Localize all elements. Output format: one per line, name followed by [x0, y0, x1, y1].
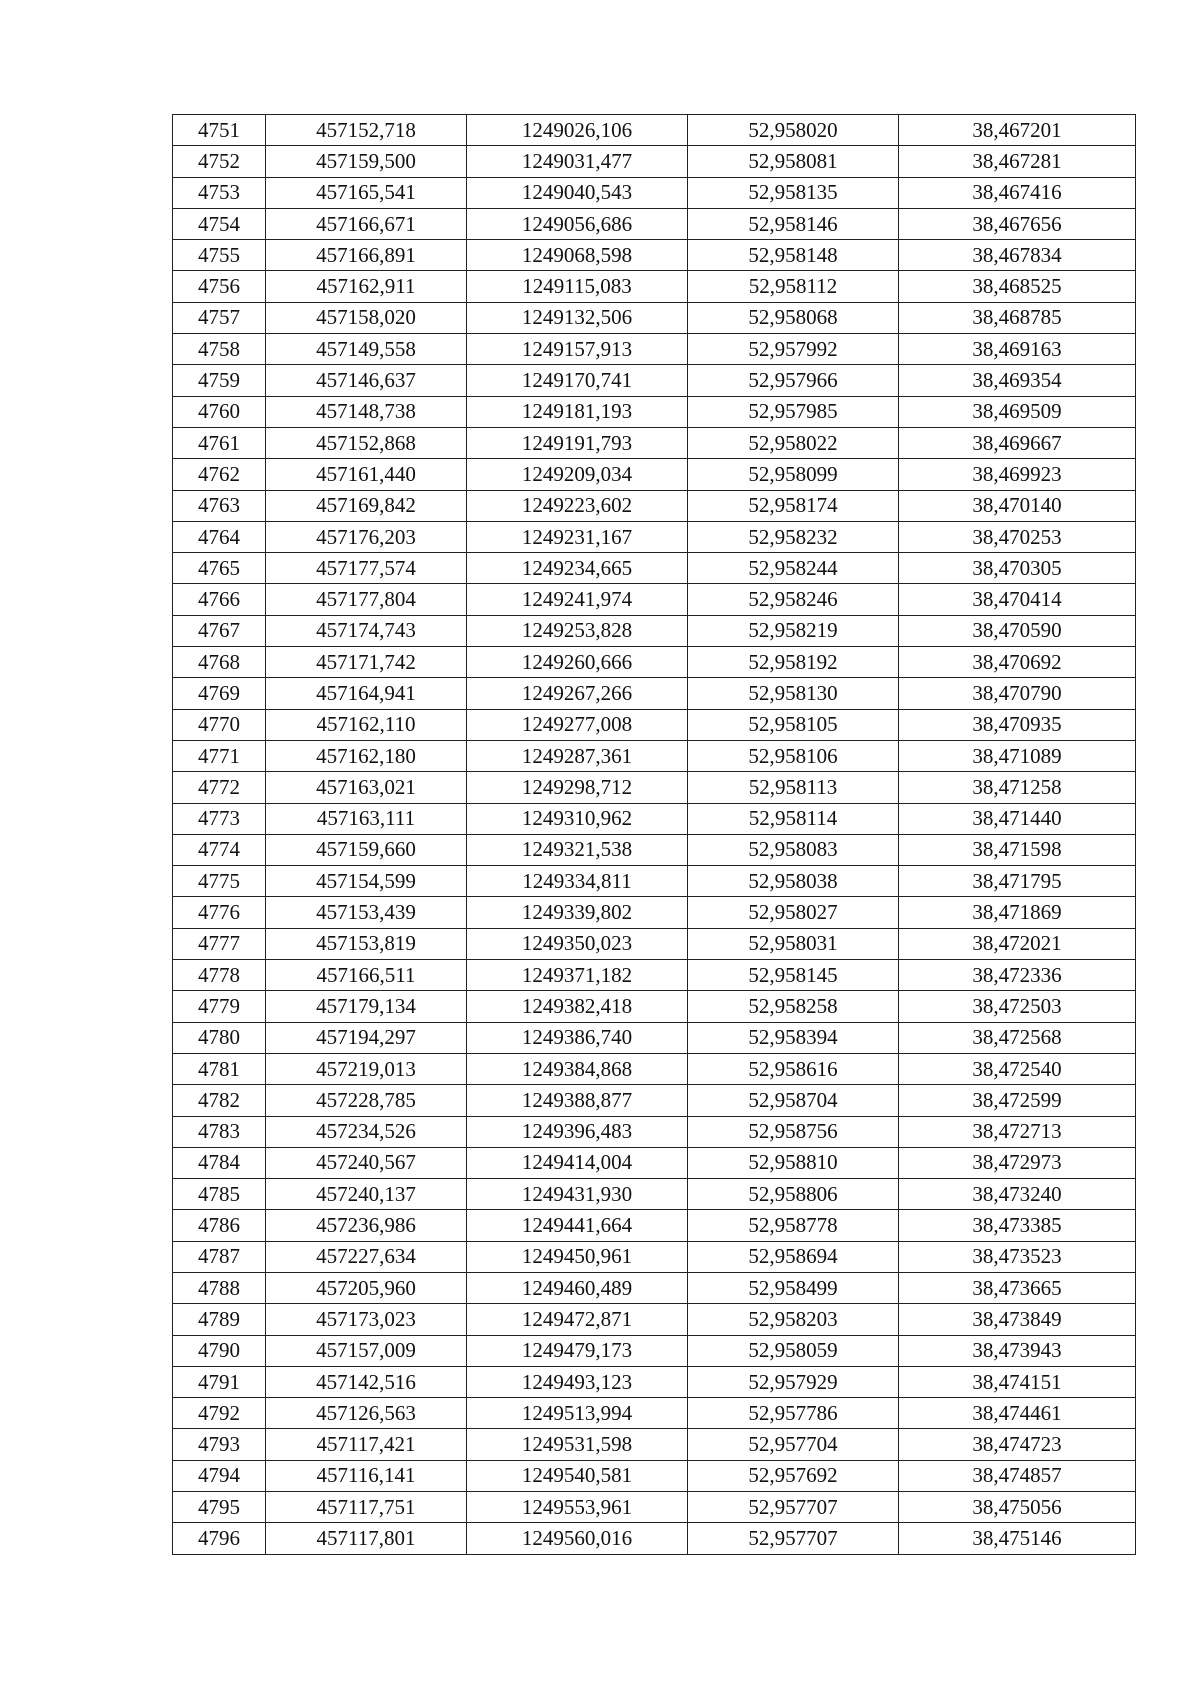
latitude-cell: 52,958112: [688, 271, 899, 302]
x-coordinate-cell: 457228,785: [266, 1085, 467, 1116]
point-number-cell: 4754: [173, 208, 266, 239]
longitude-cell: 38,473523: [899, 1241, 1136, 1272]
x-coordinate-cell: 457234,526: [266, 1116, 467, 1147]
table-row: [173, 772, 1136, 803]
table-row: [173, 396, 1136, 427]
table-row: [173, 490, 1136, 521]
latitude-cell: 52,958232: [688, 521, 899, 552]
latitude-cell: 52,958258: [688, 991, 899, 1022]
longitude-cell: 38,475146: [899, 1523, 1136, 1554]
y-coordinate-cell: 1249181,193: [467, 396, 688, 427]
point-number-cell: 4781: [173, 1053, 266, 1084]
y-coordinate-cell: 1249450,961: [467, 1241, 688, 1272]
y-coordinate-cell: 1249531,598: [467, 1429, 688, 1460]
latitude-cell: 52,957707: [688, 1523, 899, 1554]
point-number-cell: 4765: [173, 553, 266, 584]
latitude-cell: 52,958146: [688, 208, 899, 239]
point-number-cell: 4787: [173, 1241, 266, 1272]
y-coordinate-cell: 1249441,664: [467, 1210, 688, 1241]
point-number-cell: 4771: [173, 740, 266, 771]
table-row: [173, 459, 1136, 490]
longitude-cell: 38,469509: [899, 396, 1136, 427]
x-coordinate-cell: 457163,111: [266, 803, 467, 834]
y-coordinate-cell: 1249396,483: [467, 1116, 688, 1147]
latitude-cell: 52,958810: [688, 1147, 899, 1178]
longitude-cell: 38,470140: [899, 490, 1136, 521]
point-number-cell: 4767: [173, 615, 266, 646]
point-number-cell: 4770: [173, 709, 266, 740]
point-number-cell: 4795: [173, 1492, 266, 1523]
longitude-cell: 38,471440: [899, 803, 1136, 834]
longitude-cell: 38,474461: [899, 1398, 1136, 1429]
x-coordinate-cell: 457173,023: [266, 1304, 467, 1335]
y-coordinate-cell: 1249209,034: [467, 459, 688, 490]
table-row: [173, 553, 1136, 584]
longitude-cell: 38,472568: [899, 1022, 1136, 1053]
longitude-cell: 38,473849: [899, 1304, 1136, 1335]
x-coordinate-cell: 457158,020: [266, 302, 467, 333]
latitude-cell: 52,958114: [688, 803, 899, 834]
x-coordinate-cell: 457236,986: [266, 1210, 467, 1241]
table-row: [173, 615, 1136, 646]
point-number-cell: 4758: [173, 334, 266, 365]
table-row: [173, 1241, 1136, 1272]
latitude-cell: 52,958806: [688, 1179, 899, 1210]
y-coordinate-cell: 1249382,418: [467, 991, 688, 1022]
longitude-cell: 38,467834: [899, 240, 1136, 271]
point-number-cell: 4772: [173, 772, 266, 803]
table-row: [173, 521, 1136, 552]
y-coordinate-cell: 1249388,877: [467, 1085, 688, 1116]
point-number-cell: 4761: [173, 427, 266, 458]
y-coordinate-cell: 1249386,740: [467, 1022, 688, 1053]
latitude-cell: 52,957786: [688, 1398, 899, 1429]
latitude-cell: 52,958174: [688, 490, 899, 521]
point-number-cell: 4788: [173, 1272, 266, 1303]
point-number-cell: 4777: [173, 928, 266, 959]
x-coordinate-cell: 457159,500: [266, 146, 467, 177]
longitude-cell: 38,467281: [899, 146, 1136, 177]
y-coordinate-cell: 1249479,173: [467, 1335, 688, 1366]
longitude-cell: 38,469667: [899, 427, 1136, 458]
x-coordinate-cell: 457116,141: [266, 1460, 467, 1491]
longitude-cell: 38,471258: [899, 772, 1136, 803]
longitude-cell: 38,470935: [899, 709, 1136, 740]
y-coordinate-cell: 1249431,930: [467, 1179, 688, 1210]
table-row: [173, 1366, 1136, 1397]
y-coordinate-cell: 1249026,106: [467, 115, 688, 146]
x-coordinate-cell: 457153,439: [266, 897, 467, 928]
y-coordinate-cell: 1249191,793: [467, 427, 688, 458]
table-row: [173, 1147, 1136, 1178]
longitude-cell: 38,470590: [899, 615, 1136, 646]
y-coordinate-cell: 1249553,961: [467, 1492, 688, 1523]
x-coordinate-cell: 457149,558: [266, 334, 467, 365]
latitude-cell: 52,958694: [688, 1241, 899, 1272]
table-row: [173, 960, 1136, 991]
y-coordinate-cell: 1249157,913: [467, 334, 688, 365]
latitude-cell: 52,958106: [688, 740, 899, 771]
y-coordinate-cell: 1249460,489: [467, 1272, 688, 1303]
table-row: [173, 271, 1136, 302]
latitude-cell: 52,958099: [688, 459, 899, 490]
latitude-cell: 52,958704: [688, 1085, 899, 1116]
table-row: [173, 365, 1136, 396]
y-coordinate-cell: 1249115,083: [467, 271, 688, 302]
latitude-cell: 52,957992: [688, 334, 899, 365]
latitude-cell: 52,957692: [688, 1460, 899, 1491]
point-number-cell: 4774: [173, 834, 266, 865]
table-row: [173, 866, 1136, 897]
point-number-cell: 4751: [173, 115, 266, 146]
point-number-cell: 4793: [173, 1429, 266, 1460]
table-row: [173, 1022, 1136, 1053]
y-coordinate-cell: 1249513,994: [467, 1398, 688, 1429]
y-coordinate-cell: 1249040,543: [467, 177, 688, 208]
table-row: [173, 834, 1136, 865]
table-row: [173, 584, 1136, 615]
x-coordinate-cell: 457117,751: [266, 1492, 467, 1523]
x-coordinate-cell: 457152,718: [266, 115, 467, 146]
y-coordinate-cell: 1249321,538: [467, 834, 688, 865]
y-coordinate-cell: 1249334,811: [467, 866, 688, 897]
point-number-cell: 4778: [173, 960, 266, 991]
x-coordinate-cell: 457219,013: [266, 1053, 467, 1084]
latitude-cell: 52,958031: [688, 928, 899, 959]
x-coordinate-cell: 457176,203: [266, 521, 467, 552]
x-coordinate-cell: 457162,110: [266, 709, 467, 740]
table-row: [173, 1492, 1136, 1523]
y-coordinate-cell: 1249241,974: [467, 584, 688, 615]
point-number-cell: 4776: [173, 897, 266, 928]
longitude-cell: 38,472503: [899, 991, 1136, 1022]
latitude-cell: 52,958616: [688, 1053, 899, 1084]
y-coordinate-cell: 1249170,741: [467, 365, 688, 396]
longitude-cell: 38,474857: [899, 1460, 1136, 1491]
x-coordinate-cell: 457162,911: [266, 271, 467, 302]
y-coordinate-cell: 1249234,665: [467, 553, 688, 584]
x-coordinate-cell: 457166,891: [266, 240, 467, 271]
table-row: [173, 1085, 1136, 1116]
latitude-cell: 52,958148: [688, 240, 899, 271]
table-row: [173, 1272, 1136, 1303]
table-row: [173, 740, 1136, 771]
latitude-cell: 52,957966: [688, 365, 899, 396]
point-number-cell: 4757: [173, 302, 266, 333]
point-number-cell: 4769: [173, 678, 266, 709]
longitude-cell: 38,469923: [899, 459, 1136, 490]
y-coordinate-cell: 1249560,016: [467, 1523, 688, 1554]
x-coordinate-cell: 457165,541: [266, 177, 467, 208]
point-number-cell: 4796: [173, 1523, 266, 1554]
point-number-cell: 4768: [173, 647, 266, 678]
point-number-cell: 4762: [173, 459, 266, 490]
table-row: [173, 1304, 1136, 1335]
latitude-cell: 52,957929: [688, 1366, 899, 1397]
x-coordinate-cell: 457117,801: [266, 1523, 467, 1554]
y-coordinate-cell: 1249068,598: [467, 240, 688, 271]
point-number-cell: 4786: [173, 1210, 266, 1241]
latitude-cell: 52,957985: [688, 396, 899, 427]
x-coordinate-cell: 457174,743: [266, 615, 467, 646]
table-row: [173, 897, 1136, 928]
point-number-cell: 4780: [173, 1022, 266, 1053]
longitude-cell: 38,471089: [899, 740, 1136, 771]
point-number-cell: 4790: [173, 1335, 266, 1366]
y-coordinate-cell: 1249253,828: [467, 615, 688, 646]
x-coordinate-cell: 457177,804: [266, 584, 467, 615]
longitude-cell: 38,474723: [899, 1429, 1136, 1460]
point-number-cell: 4779: [173, 991, 266, 1022]
latitude-cell: 52,958203: [688, 1304, 899, 1335]
latitude-cell: 52,958113: [688, 772, 899, 803]
point-number-cell: 4784: [173, 1147, 266, 1178]
point-number-cell: 4792: [173, 1398, 266, 1429]
latitude-cell: 52,957704: [688, 1429, 899, 1460]
x-coordinate-cell: 457227,634: [266, 1241, 467, 1272]
longitude-cell: 38,471795: [899, 866, 1136, 897]
table-row: [173, 1523, 1136, 1554]
table-row: [173, 177, 1136, 208]
longitude-cell: 38,470305: [899, 553, 1136, 584]
x-coordinate-cell: 457177,574: [266, 553, 467, 584]
longitude-cell: 38,468525: [899, 271, 1136, 302]
y-coordinate-cell: 1249287,361: [467, 740, 688, 771]
table-row: [173, 208, 1136, 239]
x-coordinate-cell: 457161,440: [266, 459, 467, 490]
point-number-cell: 4763: [173, 490, 266, 521]
latitude-cell: 52,958778: [688, 1210, 899, 1241]
y-coordinate-cell: 1249414,004: [467, 1147, 688, 1178]
latitude-cell: 52,958059: [688, 1335, 899, 1366]
longitude-cell: 38,473943: [899, 1335, 1136, 1366]
x-coordinate-cell: 457164,941: [266, 678, 467, 709]
table-row: [173, 1116, 1136, 1147]
x-coordinate-cell: 457166,671: [266, 208, 467, 239]
table-row: [173, 709, 1136, 740]
longitude-cell: 38,473665: [899, 1272, 1136, 1303]
y-coordinate-cell: 1249223,602: [467, 490, 688, 521]
x-coordinate-cell: 457166,511: [266, 960, 467, 991]
longitude-cell: 38,473240: [899, 1179, 1136, 1210]
y-coordinate-cell: 1249371,182: [467, 960, 688, 991]
latitude-cell: 52,957707: [688, 1492, 899, 1523]
latitude-cell: 52,958020: [688, 115, 899, 146]
latitude-cell: 52,958068: [688, 302, 899, 333]
y-coordinate-cell: 1249540,581: [467, 1460, 688, 1491]
x-coordinate-cell: 457153,819: [266, 928, 467, 959]
y-coordinate-cell: 1249493,123: [467, 1366, 688, 1397]
table-row: [173, 1335, 1136, 1366]
latitude-cell: 52,958756: [688, 1116, 899, 1147]
latitude-cell: 52,958499: [688, 1272, 899, 1303]
longitude-cell: 38,472021: [899, 928, 1136, 959]
x-coordinate-cell: 457240,567: [266, 1147, 467, 1178]
longitude-cell: 38,469354: [899, 365, 1136, 396]
point-number-cell: 4773: [173, 803, 266, 834]
point-number-cell: 4755: [173, 240, 266, 271]
longitude-cell: 38,470692: [899, 647, 1136, 678]
latitude-cell: 52,958130: [688, 678, 899, 709]
latitude-cell: 52,958244: [688, 553, 899, 584]
table-row: [173, 1398, 1136, 1429]
point-number-cell: 4752: [173, 146, 266, 177]
x-coordinate-cell: 457240,137: [266, 1179, 467, 1210]
latitude-cell: 52,958105: [688, 709, 899, 740]
x-coordinate-cell: 457152,868: [266, 427, 467, 458]
table-row: [173, 1210, 1136, 1241]
latitude-cell: 52,958038: [688, 866, 899, 897]
longitude-cell: 38,472973: [899, 1147, 1136, 1178]
latitude-cell: 52,958081: [688, 146, 899, 177]
latitude-cell: 52,958135: [688, 177, 899, 208]
point-number-cell: 4783: [173, 1116, 266, 1147]
latitude-cell: 52,958145: [688, 960, 899, 991]
y-coordinate-cell: 1249260,666: [467, 647, 688, 678]
longitude-cell: 38,467656: [899, 208, 1136, 239]
point-number-cell: 4766: [173, 584, 266, 615]
y-coordinate-cell: 1249339,802: [467, 897, 688, 928]
point-number-cell: 4794: [173, 1460, 266, 1491]
x-coordinate-cell: 457194,297: [266, 1022, 467, 1053]
y-coordinate-cell: 1249277,008: [467, 709, 688, 740]
longitude-cell: 38,472540: [899, 1053, 1136, 1084]
point-number-cell: 4782: [173, 1085, 266, 1116]
x-coordinate-cell: 457159,660: [266, 834, 467, 865]
coordinate-table-body: [173, 115, 1136, 1555]
x-coordinate-cell: 457126,563: [266, 1398, 467, 1429]
point-number-cell: 4785: [173, 1179, 266, 1210]
latitude-cell: 52,958083: [688, 834, 899, 865]
table-row: [173, 146, 1136, 177]
longitude-cell: 38,472599: [899, 1085, 1136, 1116]
longitude-cell: 38,469163: [899, 334, 1136, 365]
latitude-cell: 52,958192: [688, 647, 899, 678]
point-number-cell: 4791: [173, 1366, 266, 1397]
longitude-cell: 38,472713: [899, 1116, 1136, 1147]
latitude-cell: 52,958219: [688, 615, 899, 646]
x-coordinate-cell: 457154,599: [266, 866, 467, 897]
x-coordinate-cell: 457142,516: [266, 1366, 467, 1397]
point-number-cell: 4775: [173, 866, 266, 897]
x-coordinate-cell: 457148,738: [266, 396, 467, 427]
table-row: [173, 115, 1136, 146]
latitude-cell: 52,958022: [688, 427, 899, 458]
y-coordinate-cell: 1249384,868: [467, 1053, 688, 1084]
table-row: [173, 1179, 1136, 1210]
table-row: [173, 302, 1136, 333]
x-coordinate-cell: 457146,637: [266, 365, 467, 396]
table-row: [173, 1053, 1136, 1084]
x-coordinate-cell: 457171,742: [266, 647, 467, 678]
y-coordinate-cell: 1249056,686: [467, 208, 688, 239]
table-row: [173, 427, 1136, 458]
latitude-cell: 52,958394: [688, 1022, 899, 1053]
latitude-cell: 52,958246: [688, 584, 899, 615]
table-row: [173, 803, 1136, 834]
point-number-cell: 4759: [173, 365, 266, 396]
longitude-cell: 38,474151: [899, 1366, 1136, 1397]
longitude-cell: 38,473385: [899, 1210, 1136, 1241]
latitude-cell: 52,958027: [688, 897, 899, 928]
table-row: [173, 1429, 1136, 1460]
x-coordinate-cell: 457117,421: [266, 1429, 467, 1460]
longitude-cell: 38,467416: [899, 177, 1136, 208]
longitude-cell: 38,471869: [899, 897, 1136, 928]
table-row: [173, 991, 1136, 1022]
x-coordinate-cell: 457157,009: [266, 1335, 467, 1366]
y-coordinate-cell: 1249231,167: [467, 521, 688, 552]
y-coordinate-cell: 1249031,477: [467, 146, 688, 177]
x-coordinate-cell: 457162,180: [266, 740, 467, 771]
y-coordinate-cell: 1249298,712: [467, 772, 688, 803]
longitude-cell: 38,470253: [899, 521, 1136, 552]
y-coordinate-cell: 1249472,871: [467, 1304, 688, 1335]
y-coordinate-cell: 1249267,266: [467, 678, 688, 709]
longitude-cell: 38,470414: [899, 584, 1136, 615]
table-row: [173, 1460, 1136, 1491]
point-number-cell: 4753: [173, 177, 266, 208]
longitude-cell: 38,467201: [899, 115, 1136, 146]
table-row: [173, 240, 1136, 271]
y-coordinate-cell: 1249132,506: [467, 302, 688, 333]
y-coordinate-cell: 1249310,962: [467, 803, 688, 834]
longitude-cell: 38,475056: [899, 1492, 1136, 1523]
longitude-cell: 38,470790: [899, 678, 1136, 709]
point-number-cell: 4756: [173, 271, 266, 302]
x-coordinate-cell: 457163,021: [266, 772, 467, 803]
table-row: [173, 647, 1136, 678]
longitude-cell: 38,471598: [899, 834, 1136, 865]
point-number-cell: 4764: [173, 521, 266, 552]
x-coordinate-cell: 457169,842: [266, 490, 467, 521]
longitude-cell: 38,472336: [899, 960, 1136, 991]
x-coordinate-cell: 457205,960: [266, 1272, 467, 1303]
coordinate-table: [172, 114, 1136, 1555]
point-number-cell: 4789: [173, 1304, 266, 1335]
table-row: [173, 678, 1136, 709]
longitude-cell: 38,468785: [899, 302, 1136, 333]
table-row: [173, 334, 1136, 365]
x-coordinate-cell: 457179,134: [266, 991, 467, 1022]
point-number-cell: 4760: [173, 396, 266, 427]
y-coordinate-cell: 1249350,023: [467, 928, 688, 959]
table-row: [173, 928, 1136, 959]
